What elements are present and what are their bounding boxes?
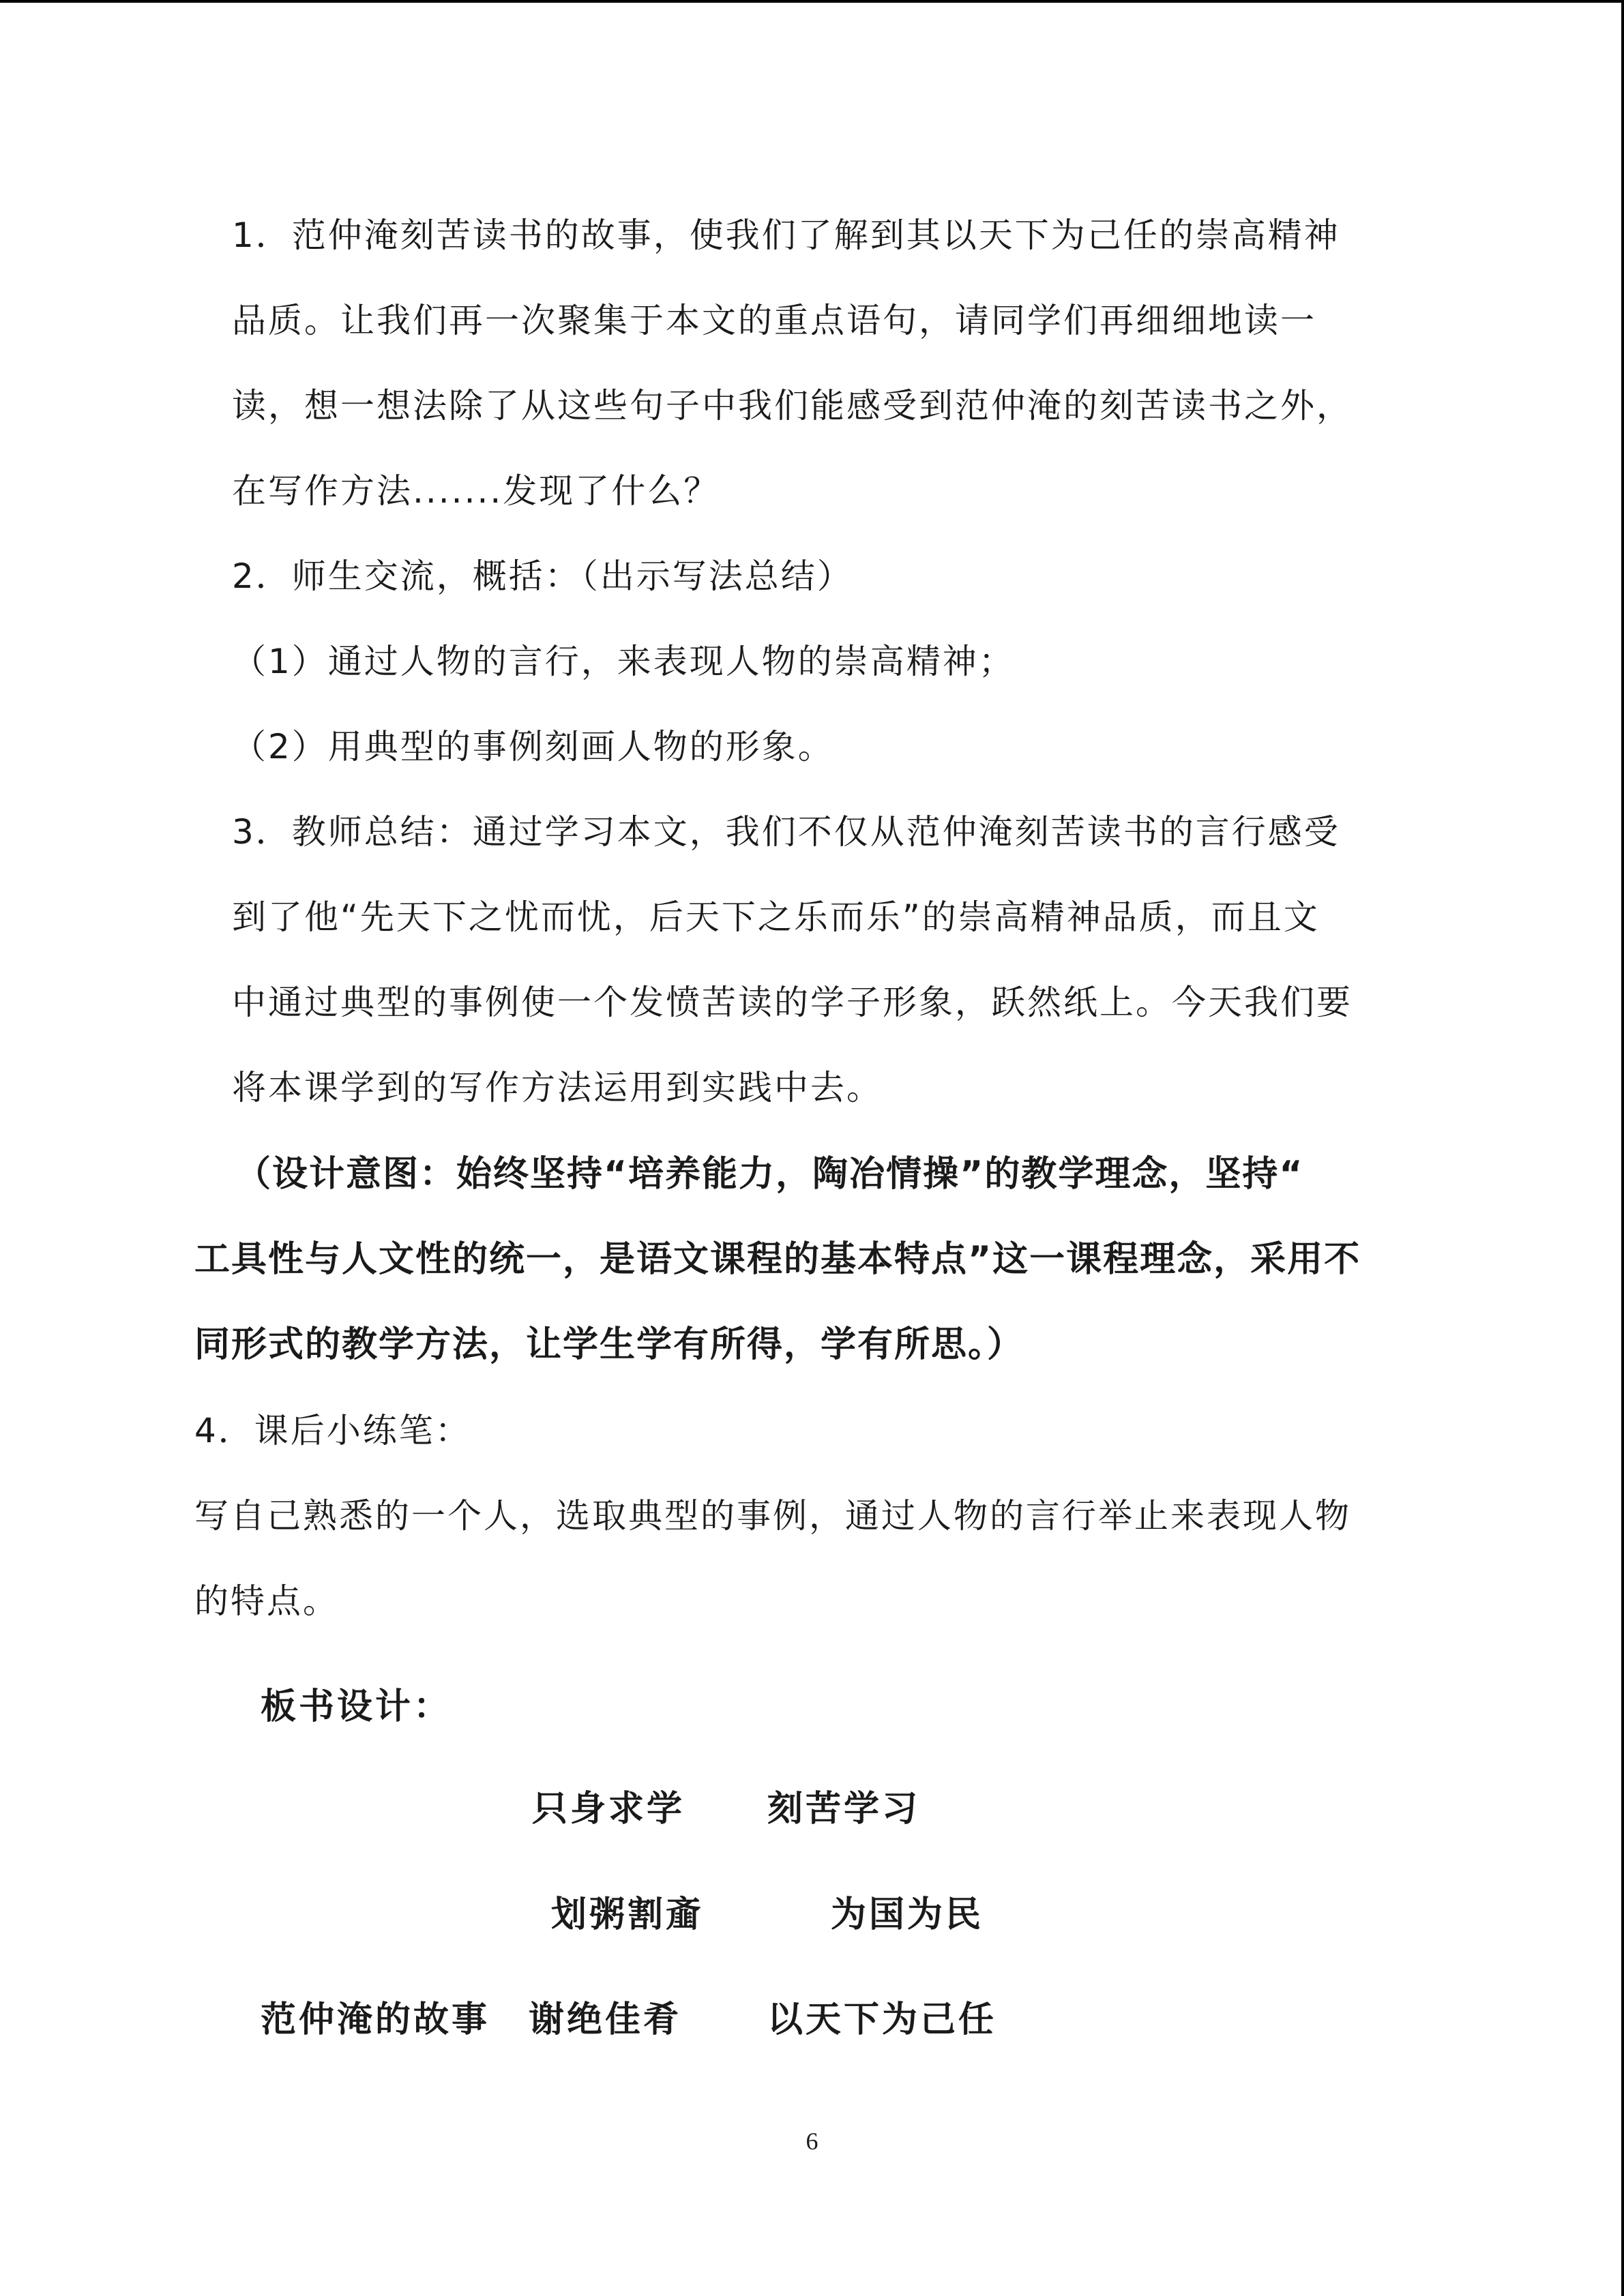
body-line-9: 到了他“先天下之忧而忧，后天下之乐而乐”的崇高精神品质，而且文 [232, 897, 1320, 937]
body-line-11: 将本课学到的写作方法运用到实践中去。 [232, 1068, 883, 1107]
body-line-7: （2）用典型的事例刻画人物的形象。 [232, 727, 834, 766]
board-event-2: 划粥割齑 [551, 1894, 705, 1935]
exercise-heading: 4．课后小练笔： [194, 1411, 471, 1450]
body-line-6: （1）通过人物的言行，来表现人物的崇高精神； [232, 642, 1015, 681]
page-number: 6 [806, 2128, 818, 2155]
board-event-1: 只身求学 [532, 1789, 685, 1830]
exercise-line-2: 的特点。 [194, 1581, 339, 1621]
body-line-10: 中通过典型的事例使一个发愤苦读的学子形象，跃然纸上。今天我们要 [232, 983, 1353, 1022]
exercise-line-1: 写自己熟悉的一个人，选取典型的事例，通过人物的言行举止来表现人物 [194, 1496, 1351, 1536]
board-design-heading: 板书设计： [261, 1686, 452, 1727]
board-event-3: 谢绝佳肴 [529, 1999, 682, 2040]
design-intent-line-2: 工具性与人文性的统一，是语文课程的基本特点”这一课程理念，采用不 [194, 1239, 1361, 1280]
design-intent-line-1: （设计意图：始终坚持“培养能力，陶冶情操”的教学理念，坚持“ [235, 1154, 1304, 1195]
page-border-top [0, 0, 1624, 3]
board-quality-2: 为国为民 [831, 1894, 984, 1935]
body-line-8: 3．教师总结：通过学习本文，我们不仅从范仲淹刻苦读书的言行感受 [232, 812, 1340, 852]
board-quality-1: 刻苦学习 [767, 1789, 921, 1830]
design-intent-line-3: 同形式的教学方法，让学生学有所得，学有所思。） [194, 1324, 1024, 1365]
body-line-2: 品质。让我们再一次聚集于本文的重点语句，请同学们再细细地读一 [232, 301, 1316, 340]
board-quality-3: 以天下为己任 [767, 1999, 997, 2040]
body-line-1: 1．范仲淹刻苦读书的故事，使我们了解到其以天下为己任的崇高精神 [232, 215, 1340, 255]
board-story-label: 范仲淹的故事 [261, 1999, 490, 2040]
page-border-right [1621, 0, 1624, 2296]
body-line-3: 读，想一想法除了从这些句子中我们能感受到范仲淹的刻苦读书之外， [232, 386, 1353, 426]
body-line-5: 2．师生交流，概括：（出示写法总结） [232, 556, 853, 596]
body-line-4: 在写作方法.......发现了什么？ [232, 471, 720, 511]
